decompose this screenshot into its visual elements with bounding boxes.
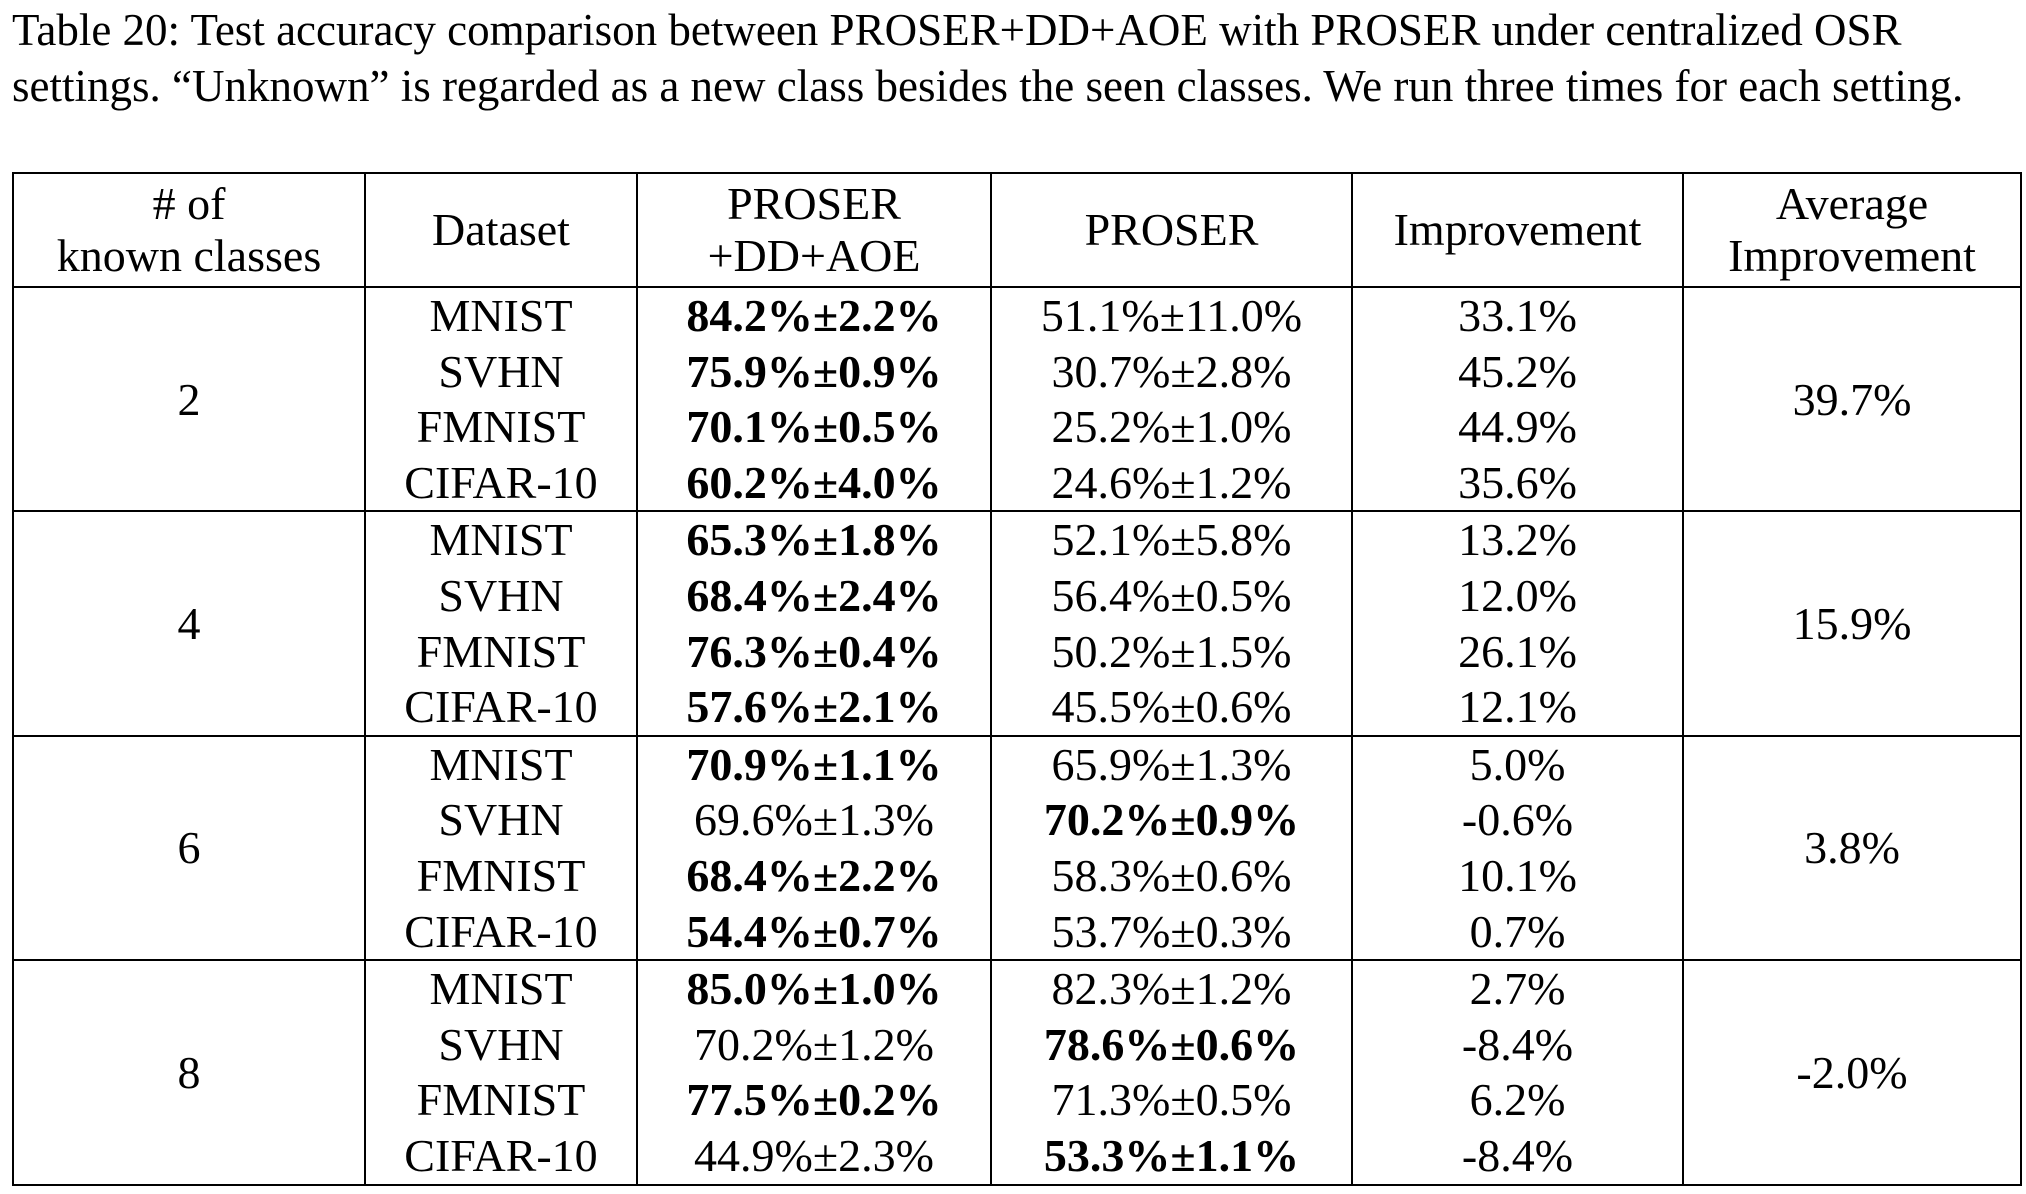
value-mean: 69.6% bbox=[694, 794, 813, 846]
plus-minus-sign: ± bbox=[812, 963, 839, 1015]
plus-minus-sign: ± bbox=[1170, 345, 1196, 397]
value-mean: 70.2% bbox=[1043, 794, 1171, 846]
average-improvement-cell: 39.7% bbox=[1683, 287, 2021, 511]
plus-minus-sign: ± bbox=[812, 681, 839, 733]
value-mean: 52.1% bbox=[1051, 514, 1171, 566]
baseline-cell bbox=[991, 679, 1352, 736]
value-mean: 70.2% bbox=[694, 1018, 813, 1070]
value-std: 2.4% bbox=[838, 569, 942, 621]
value-mean: 53.7% bbox=[1051, 905, 1171, 957]
value-std: 0.9% bbox=[1195, 794, 1300, 846]
plus-minus-sign: ± bbox=[1170, 681, 1196, 733]
value-mean: 70.1% bbox=[686, 401, 813, 453]
value-std: 0.4% bbox=[838, 625, 942, 677]
proposed-method-cell bbox=[637, 736, 991, 793]
value-std: 2.3% bbox=[838, 1129, 934, 1181]
improvement-cell: -8.4% bbox=[1352, 1128, 1683, 1185]
plus-minus-sign: ± bbox=[812, 738, 839, 790]
proposed-method-cell bbox=[637, 1128, 991, 1185]
value-mean: 65.3% bbox=[686, 514, 813, 566]
dataset-cell: CIFAR-10 bbox=[365, 904, 637, 961]
dataset-cell: MNIST bbox=[365, 960, 637, 1017]
dataset-cell: SVHN bbox=[365, 1017, 637, 1073]
baseline-cell bbox=[991, 1128, 1352, 1185]
improvement-cell: 45.2% bbox=[1352, 344, 1683, 400]
value-std: 0.5% bbox=[1195, 1074, 1292, 1126]
value-std: 2.2% bbox=[838, 849, 942, 901]
plus-minus-sign: ± bbox=[812, 569, 839, 621]
known-classes-cell: 8 bbox=[13, 960, 365, 1184]
improvement-cell: 33.1% bbox=[1352, 287, 1683, 344]
value-mean: 75.9% bbox=[686, 345, 813, 397]
known-classes-cell: 6 bbox=[13, 736, 365, 960]
value-mean: 71.3% bbox=[1051, 1074, 1171, 1126]
value-std: 0.6% bbox=[1195, 1018, 1300, 1070]
table-row bbox=[13, 511, 2021, 568]
header-known-classes: # of known classes bbox=[13, 173, 365, 287]
results-table bbox=[12, 172, 2022, 1186]
plus-minus-sign: ± bbox=[1170, 625, 1196, 677]
value-mean: 57.6% bbox=[686, 681, 813, 733]
dataset-cell: SVHN bbox=[365, 568, 637, 624]
plus-minus-sign: ± bbox=[812, 625, 839, 677]
value-std: 2.2% bbox=[838, 290, 942, 341]
plus-minus-sign: ± bbox=[812, 794, 839, 846]
improvement-cell: 44.9% bbox=[1352, 399, 1683, 455]
value-mean: 56.4% bbox=[1051, 569, 1171, 621]
value-std: 0.6% bbox=[1195, 681, 1292, 733]
value-std: 1.2% bbox=[838, 1018, 934, 1070]
dataset-cell: FMNIST bbox=[365, 624, 637, 680]
dataset-cell: MNIST bbox=[365, 736, 637, 793]
baseline-cell bbox=[991, 1072, 1352, 1128]
table-body bbox=[13, 287, 2021, 1185]
value-mean: 76.3% bbox=[686, 625, 813, 677]
table-caption: Table 20: Test accuracy comparison between PROSER+DD+AOE with PROSER under centralized OSR settings. “Unknown” is regarded as a new class besides the seen classes. We run three times for each setting. bbox=[12, 5, 1964, 111]
value-mean: 60.2% bbox=[686, 456, 813, 508]
value-mean: 25.2% bbox=[1051, 401, 1171, 453]
dataset-cell: CIFAR-10 bbox=[365, 679, 637, 736]
value-std: 1.1% bbox=[1195, 1129, 1300, 1181]
plus-minus-sign: ± bbox=[1170, 1018, 1196, 1070]
value-mean: 85.0% bbox=[686, 963, 813, 1015]
dataset-cell: FMNIST bbox=[365, 1072, 637, 1128]
proposed-method-cell bbox=[637, 511, 991, 568]
dataset-cell: FMNIST bbox=[365, 848, 637, 904]
value-std: 1.0% bbox=[838, 963, 942, 1015]
plus-minus-sign: ± bbox=[1170, 905, 1196, 957]
value-mean: 24.6% bbox=[1051, 456, 1171, 508]
table-row bbox=[13, 287, 2021, 344]
value-std: 1.0% bbox=[1195, 401, 1292, 453]
value-std: 1.2% bbox=[1195, 963, 1292, 1015]
proposed-method-cell bbox=[637, 1072, 991, 1128]
proposed-method-cell bbox=[637, 568, 991, 624]
page bbox=[12, 0, 2020, 1181]
value-mean: 65.9% bbox=[1051, 738, 1171, 790]
baseline-cell bbox=[991, 736, 1352, 793]
average-improvement-cell: 3.8% bbox=[1683, 736, 2021, 960]
improvement-cell: 0.7% bbox=[1352, 904, 1683, 961]
plus-minus-sign: ± bbox=[1170, 963, 1196, 1015]
plus-minus-sign: ± bbox=[812, 401, 839, 453]
dataset-cell: SVHN bbox=[365, 344, 637, 400]
value-mean: 68.4% bbox=[686, 849, 813, 901]
proposed-method-cell bbox=[637, 960, 991, 1017]
baseline-cell bbox=[991, 455, 1352, 512]
proposed-method-cell bbox=[637, 287, 991, 344]
improvement-cell: 5.0% bbox=[1352, 736, 1683, 793]
table-row bbox=[13, 736, 2021, 793]
baseline-cell bbox=[991, 1017, 1352, 1073]
plus-minus-sign: ± bbox=[812, 456, 839, 508]
value-mean: 82.3% bbox=[1051, 963, 1171, 1015]
baseline-cell bbox=[991, 344, 1352, 400]
header-proposed-method: PROSER +DD+AOE bbox=[637, 173, 991, 287]
plus-minus-sign: ± bbox=[1170, 1129, 1196, 1181]
baseline-cell bbox=[991, 792, 1352, 848]
proposed-method-cell bbox=[637, 1017, 991, 1073]
value-std: 1.3% bbox=[1195, 738, 1292, 790]
known-classes-cell: 4 bbox=[13, 511, 365, 735]
value-mean: 84.2% bbox=[686, 290, 813, 341]
value-mean: 30.7% bbox=[1051, 345, 1171, 397]
plus-minus-sign: ± bbox=[812, 1074, 839, 1126]
value-std: 0.3% bbox=[1195, 905, 1292, 957]
value-std: 2.8% bbox=[1195, 345, 1292, 397]
plus-minus-sign: ± bbox=[1170, 514, 1196, 566]
dataset-cell: FMNIST bbox=[365, 399, 637, 455]
value-std: 1.8% bbox=[838, 514, 942, 566]
proposed-method-cell bbox=[637, 624, 991, 680]
value-std: 4.0% bbox=[838, 456, 942, 508]
dataset-cell: CIFAR-10 bbox=[365, 455, 637, 512]
improvement-cell: 26.1% bbox=[1352, 624, 1683, 680]
value-std: 0.9% bbox=[838, 345, 942, 397]
value-mean: 44.9% bbox=[694, 1129, 813, 1181]
proposed-method-cell bbox=[637, 399, 991, 455]
value-std: 0.7% bbox=[838, 905, 942, 957]
improvement-cell: 13.2% bbox=[1352, 511, 1683, 568]
proposed-method-cell bbox=[637, 455, 991, 512]
proposed-method-cell bbox=[637, 848, 991, 904]
plus-minus-sign: ± bbox=[812, 1018, 839, 1070]
value-mean: 54.4% bbox=[686, 905, 813, 957]
baseline-cell bbox=[991, 287, 1352, 344]
value-mean: 77.5% bbox=[686, 1074, 813, 1126]
improvement-cell: 12.0% bbox=[1352, 568, 1683, 624]
header-row bbox=[13, 173, 2021, 287]
improvement-cell: 12.1% bbox=[1352, 679, 1683, 736]
value-mean: 68.4% bbox=[686, 569, 813, 621]
value-std: 11.0% bbox=[1184, 290, 1303, 341]
plus-minus-sign: ± bbox=[1170, 569, 1196, 621]
value-std: 1.3% bbox=[838, 794, 934, 846]
proposed-method-cell bbox=[637, 792, 991, 848]
value-std: 0.5% bbox=[838, 401, 942, 453]
value-std: 1.5% bbox=[1195, 625, 1292, 677]
plus-minus-sign: ± bbox=[812, 345, 839, 397]
value-std: 1.1% bbox=[838, 738, 942, 790]
known-classes-cell: 2 bbox=[13, 287, 365, 511]
plus-minus-sign: ± bbox=[1170, 849, 1196, 901]
value-std: 1.2% bbox=[1195, 456, 1292, 508]
dataset-cell: MNIST bbox=[365, 511, 637, 568]
value-mean: 58.3% bbox=[1051, 849, 1171, 901]
dataset-cell: CIFAR-10 bbox=[365, 1128, 637, 1185]
baseline-cell bbox=[991, 399, 1352, 455]
plus-minus-sign: ± bbox=[1159, 290, 1185, 341]
baseline-cell bbox=[991, 624, 1352, 680]
value-std: 2.1% bbox=[838, 681, 942, 733]
baseline-cell bbox=[991, 848, 1352, 904]
plus-minus-sign: ± bbox=[1170, 401, 1196, 453]
dataset-cell: MNIST bbox=[365, 287, 637, 344]
table-row bbox=[13, 960, 2021, 1017]
plus-minus-sign: ± bbox=[812, 905, 839, 957]
value-mean: 78.6% bbox=[1043, 1018, 1171, 1070]
improvement-cell: -0.6% bbox=[1352, 792, 1683, 848]
value-std: 5.8% bbox=[1195, 514, 1292, 566]
header-dataset: Dataset bbox=[365, 173, 637, 287]
improvement-cell: 2.7% bbox=[1352, 960, 1683, 1017]
proposed-method-cell bbox=[637, 344, 991, 400]
plus-minus-sign: ± bbox=[1170, 456, 1196, 508]
value-mean: 51.1% bbox=[1040, 290, 1160, 341]
plus-minus-sign: ± bbox=[812, 514, 839, 566]
value-mean: 53.3% bbox=[1043, 1129, 1171, 1181]
improvement-cell: -8.4% bbox=[1352, 1017, 1683, 1073]
value-mean: 50.2% bbox=[1051, 625, 1171, 677]
average-improvement-cell: -2.0% bbox=[1683, 960, 2021, 1184]
baseline-cell bbox=[991, 960, 1352, 1017]
improvement-cell: 6.2% bbox=[1352, 1072, 1683, 1128]
plus-minus-sign: ± bbox=[1170, 738, 1196, 790]
baseline-cell bbox=[991, 568, 1352, 624]
header-baseline: PROSER bbox=[991, 173, 1352, 287]
plus-minus-sign: ± bbox=[812, 849, 839, 901]
value-std: 0.5% bbox=[1195, 569, 1292, 621]
dataset-cell: SVHN bbox=[365, 792, 637, 848]
improvement-cell: 10.1% bbox=[1352, 848, 1683, 904]
plus-minus-sign: ± bbox=[812, 290, 839, 341]
value-std: 0.2% bbox=[838, 1074, 942, 1126]
header-average-improvement: Average Improvement bbox=[1683, 173, 2021, 287]
plus-minus-sign: ± bbox=[1170, 1074, 1196, 1126]
plus-minus-sign: ± bbox=[1170, 794, 1196, 846]
average-improvement-cell: 15.9% bbox=[1683, 511, 2021, 735]
header-improvement: Improvement bbox=[1352, 173, 1683, 287]
value-std: 0.6% bbox=[1195, 849, 1292, 901]
baseline-cell bbox=[991, 511, 1352, 568]
value-mean: 70.9% bbox=[686, 738, 813, 790]
proposed-method-cell bbox=[637, 679, 991, 736]
baseline-cell bbox=[991, 904, 1352, 961]
plus-minus-sign: ± bbox=[812, 1129, 839, 1181]
value-mean: 45.5% bbox=[1051, 681, 1171, 733]
proposed-method-cell bbox=[637, 904, 991, 961]
improvement-cell: 35.6% bbox=[1352, 455, 1683, 512]
